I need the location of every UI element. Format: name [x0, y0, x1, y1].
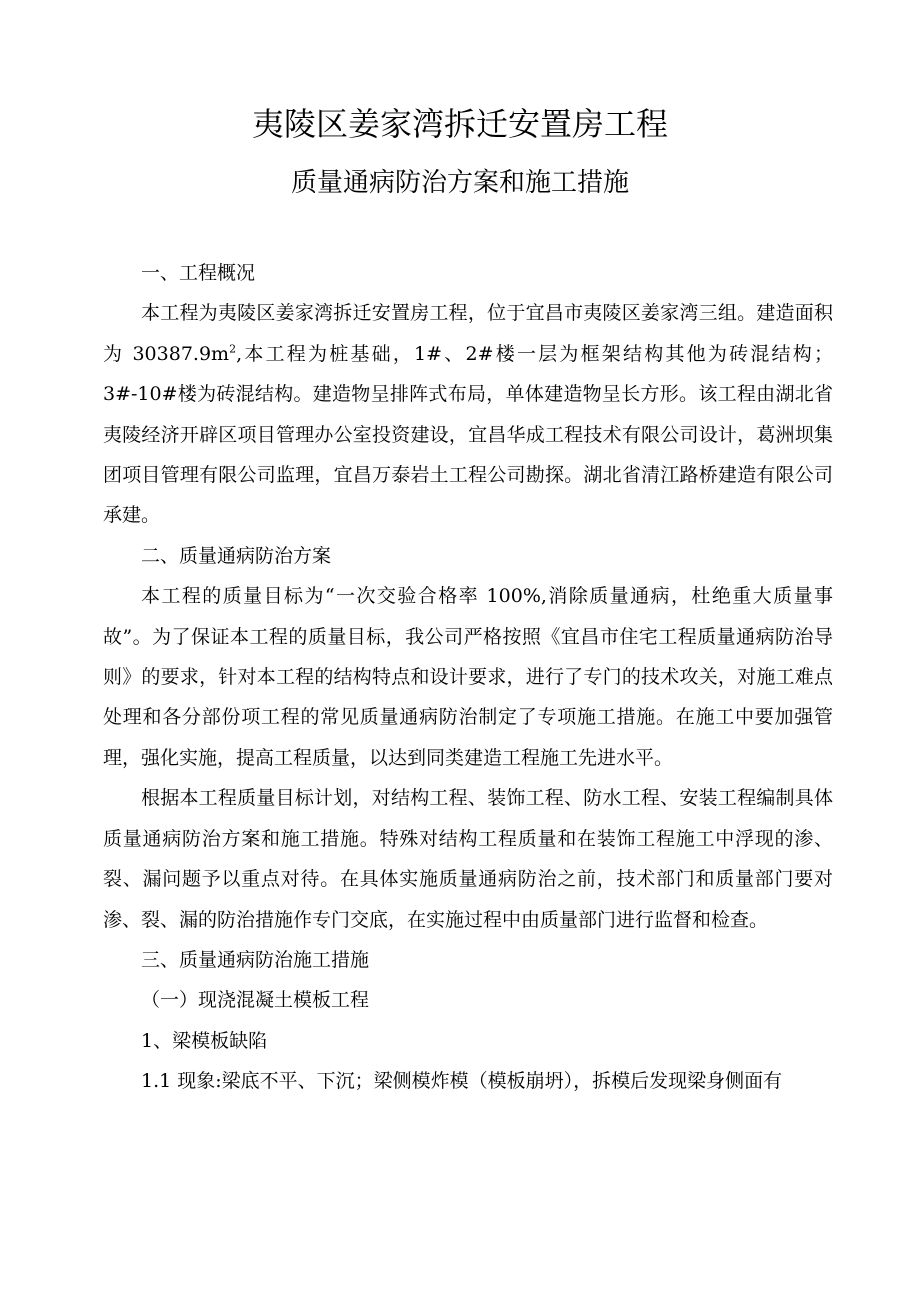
section-3-item-1: 1、梁模板缺陷	[141, 1029, 268, 1052]
document-subtitle: 质量通病防治方案和施工措施	[290, 168, 629, 198]
section-1-heading: 一、工程概况	[141, 262, 256, 284]
superscript-text: 2	[229, 342, 237, 356]
section-2-paragraph-2: 根据本工程质量目标计划，对结构工程、装饰工程、防水工程、安装工程编制具体质量通病防治方案和施工措施。特殊对结构工程质量和在装饰工程施工中浮现的渗、裂、漏问题予以重点对待。在具体实施质量通病防治之前，技术部门和质量部门要对渗、裂、漏的防治措施作专门交底，在实施过程中由质量部门进行监督和检查。	[103, 787, 833, 931]
paragraph-text: 本工程为夷陵区姜家湾拆迁安置房工程，位于宜昌市夷陵区姜家湾三组。建造面积为 30387.9m	[103, 302, 833, 365]
section-3-item-1-1: 1.1 现象:梁底不平、下沉；梁侧模炸模（模板崩坍），拆模后发现梁身侧面有	[141, 1070, 783, 1093]
paragraph-text: ,本工程为桩基础，1#、2#楼一层为框架结构其他为砖混结构；3#-10#楼为砖混结构。建造物呈排阵式布局，单体建造物呈长方形。该工程由湖北省夷陵经济开辟区项目管理办公室投资建设，宜昌华成工程技术有限公司设计，葛洲坝集团项目管理有限公司监理，宜昌万泰岩土工程公司勘探。湖北省清江路桥建造有限公司承建。	[103, 342, 833, 527]
document-body	[103, 253, 833, 1102]
section-2-paragraph-1: 本工程的质量目标为“一次交验合格率 100%,消除质量通病，杜绝重大质量事故”。为了保证本工程的质量目标，我公司严格按照《宜昌市住宅工程质量通病防治导则》的要求，针对本工程的结构特点和设计要求，进行了专门的技术攻关，对施工难点处理和各分部份项工程的常见质量通病防治制定了专项施工措施。在施工中要加强管理，强化实施，提高工程质量，以达到同类建造工程施工先进水平。	[103, 585, 833, 769]
section-3-subheading: （一）现浇混凝土模板工程	[141, 989, 370, 1012]
document-title: 夷陵区姜家湾拆迁安置房工程	[251, 105, 668, 143]
section-1-paragraph	[103, 293, 833, 535]
section-3-heading: 三、质量通病防治施工措施	[141, 948, 370, 971]
section-2-heading: 二、质量通病防治方案	[141, 544, 332, 567]
